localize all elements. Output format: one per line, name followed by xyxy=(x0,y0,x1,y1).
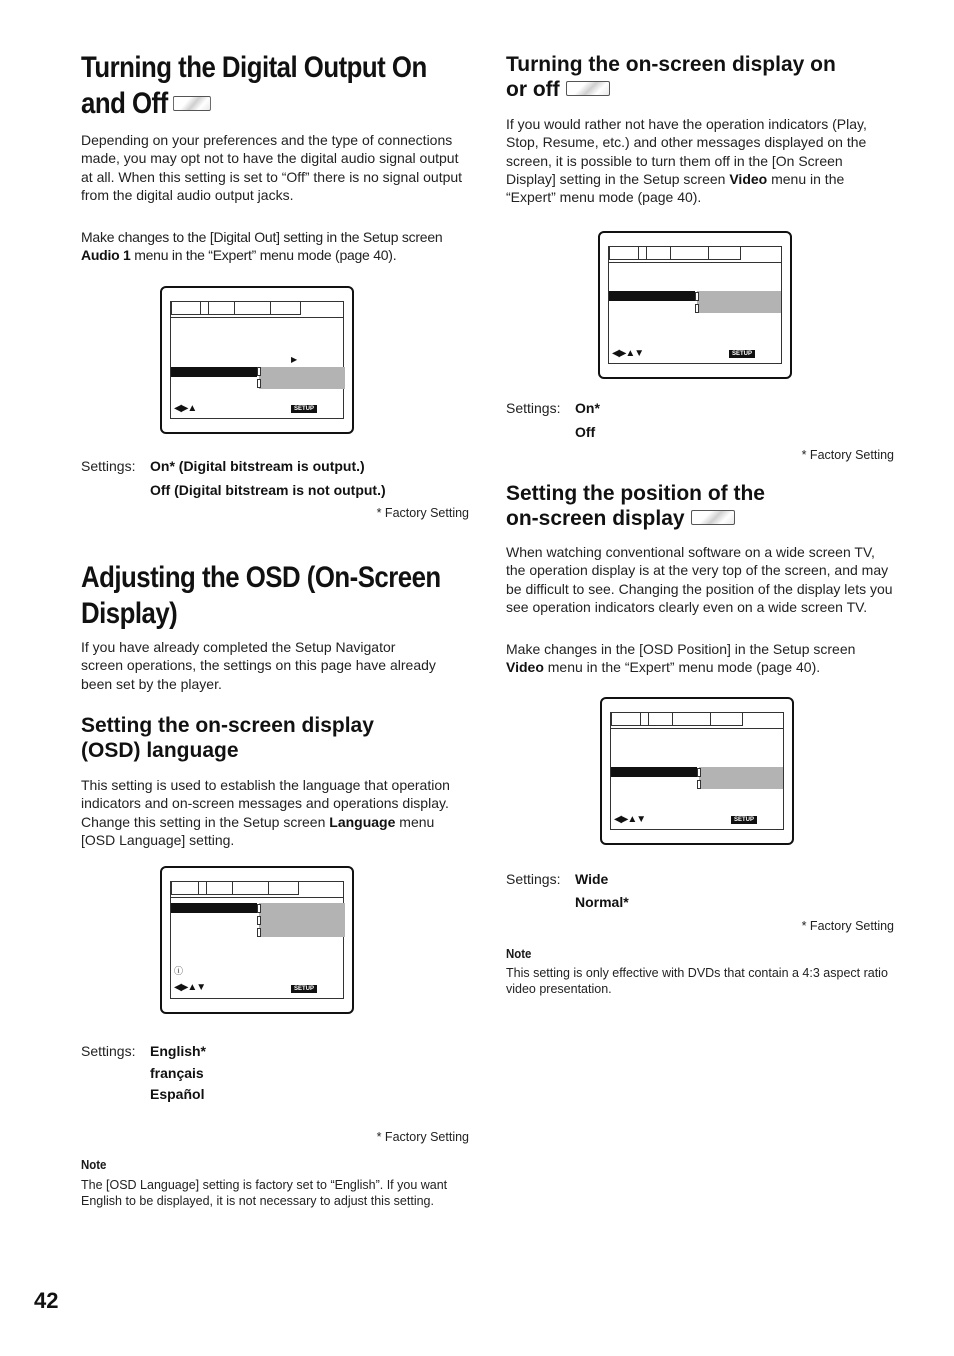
setup-screen-audio1 xyxy=(160,286,354,434)
osd-settings-label: Settings: xyxy=(506,400,561,416)
nav-arrows-icon: ◀▶▲▼ xyxy=(612,348,644,359)
osd-on-off-text: If you would rather not have the operation indicators (Play, Stop, Resume, etc.) and other messages displayed on the screen, it is possible to turn them off in the [On Screen Display] setting in the Setup screen Video menu in the “Expert” menu mode (page 40). xyxy=(506,116,867,206)
pos-normal: Normal* xyxy=(575,894,629,910)
digital-output-intro: Depending on your preferences and the type of connections made, you may opt not to have the digital audio signal output at all. When this setting is set to “Off” there is no signal output from the digital audio output jacks. xyxy=(81,132,463,203)
page-number: 42 xyxy=(34,1288,59,1313)
osd-factory-note: * Factory Setting xyxy=(801,448,894,462)
expert-mode-icon xyxy=(691,510,735,525)
selected-row xyxy=(171,367,257,377)
note-text: The [OSD Language] setting is factory set to “English”. If you want English to be displayed, it is not necessary to adjust this setting. xyxy=(81,1178,448,1209)
nav-arrows-icon: ◀▶▲▼ xyxy=(174,982,206,993)
expert-mode-icon xyxy=(173,96,211,111)
setup-tabs xyxy=(609,246,741,260)
nav-arrows-icon: ◀▶▲▼ xyxy=(614,814,646,825)
setup-screen-video-position xyxy=(600,697,794,845)
pos-wide: Wide xyxy=(575,871,609,887)
osd-off: Off xyxy=(575,424,596,440)
setup-screen-video-osd xyxy=(598,231,792,379)
setup-tabs xyxy=(611,712,743,726)
osd-language-text: This setting is used to establish the language that operation indicators and on-screen messages and operations display. Change this setting in the Setup screen Language menu [OSD Language] setting. xyxy=(81,777,450,848)
setup-icon: SETUP xyxy=(729,350,755,358)
nav-arrows-icon: ◀▶▲ xyxy=(174,403,197,414)
setting-on: On* (Digital bitstream is output.) xyxy=(150,458,365,474)
options-panel xyxy=(259,367,345,389)
selected-row xyxy=(609,291,695,301)
title-adjusting-osd: Adjusting the OSD (On-Screen Display) xyxy=(81,561,441,630)
options-panel xyxy=(259,903,345,937)
options-panel xyxy=(697,291,781,313)
digital-output-instructions: Make changes to the [Digital Out] setting in the Setup screen Audio 1 menu in the “Expert” menu mode (page 40). xyxy=(81,229,443,264)
osd-on: On* xyxy=(575,400,600,416)
lang-factory-note: * Factory Setting xyxy=(376,1130,469,1144)
heading-osd-position: Setting the position of the on-screen display xyxy=(506,482,765,530)
play-icon: ▶ xyxy=(291,355,298,364)
heading-osd-language: Setting the on-screen display (OSD) language xyxy=(81,714,374,762)
lang-english: English* xyxy=(150,1043,207,1059)
factory-note: * Factory Setting xyxy=(376,506,469,520)
setup-icon: SETUP xyxy=(291,405,317,413)
lang-francais: français xyxy=(150,1065,204,1081)
selected-row xyxy=(171,903,257,913)
expert-mode-icon xyxy=(566,81,610,96)
note-text: This setting is only effective with DVDs that contain a 4:3 aspect ratio video presentation. xyxy=(506,966,888,997)
setting-off: Off (Digital bitstream is not output.) xyxy=(150,482,386,498)
setup-screen-language xyxy=(160,866,354,1014)
osd-position-text: When watching conventional software on a wide screen TV, the operation display is at the very top of the screen, and may be difficult to see. Changing the position of the display lets you see operation indicators clearly even on a wide screen TV. xyxy=(506,544,893,615)
heading-osd-on-off: Turning the on-screen display on or off xyxy=(506,53,836,101)
options-panel xyxy=(699,767,783,789)
title-digital-output: Turning the Digital Output On and Off xyxy=(81,51,427,120)
osd-intro: If you have already completed the Setup Navigator screen operations, the settings on this page have already been set by the player. xyxy=(81,639,436,692)
selected-row xyxy=(611,767,697,777)
settings-label: Settings: xyxy=(81,458,136,474)
osd-position-instructions: Make changes in the [OSD Position] in the Setup screen Video menu in the “Expert” menu mode (page 40). xyxy=(506,641,856,676)
setup-tabs xyxy=(171,881,299,895)
lang-espanol: Español xyxy=(150,1086,205,1102)
note-heading: Note xyxy=(506,946,532,961)
pos-settings-label: Settings: xyxy=(506,871,561,887)
lang-settings-label: Settings: xyxy=(81,1043,136,1059)
info-icon: ⓘ xyxy=(174,966,184,976)
note-heading: Note xyxy=(81,1157,107,1172)
pos-factory-note: * Factory Setting xyxy=(801,919,894,933)
setup-icon: SETUP xyxy=(291,985,317,993)
setup-icon: SETUP xyxy=(731,816,757,824)
setup-tabs xyxy=(171,301,301,315)
